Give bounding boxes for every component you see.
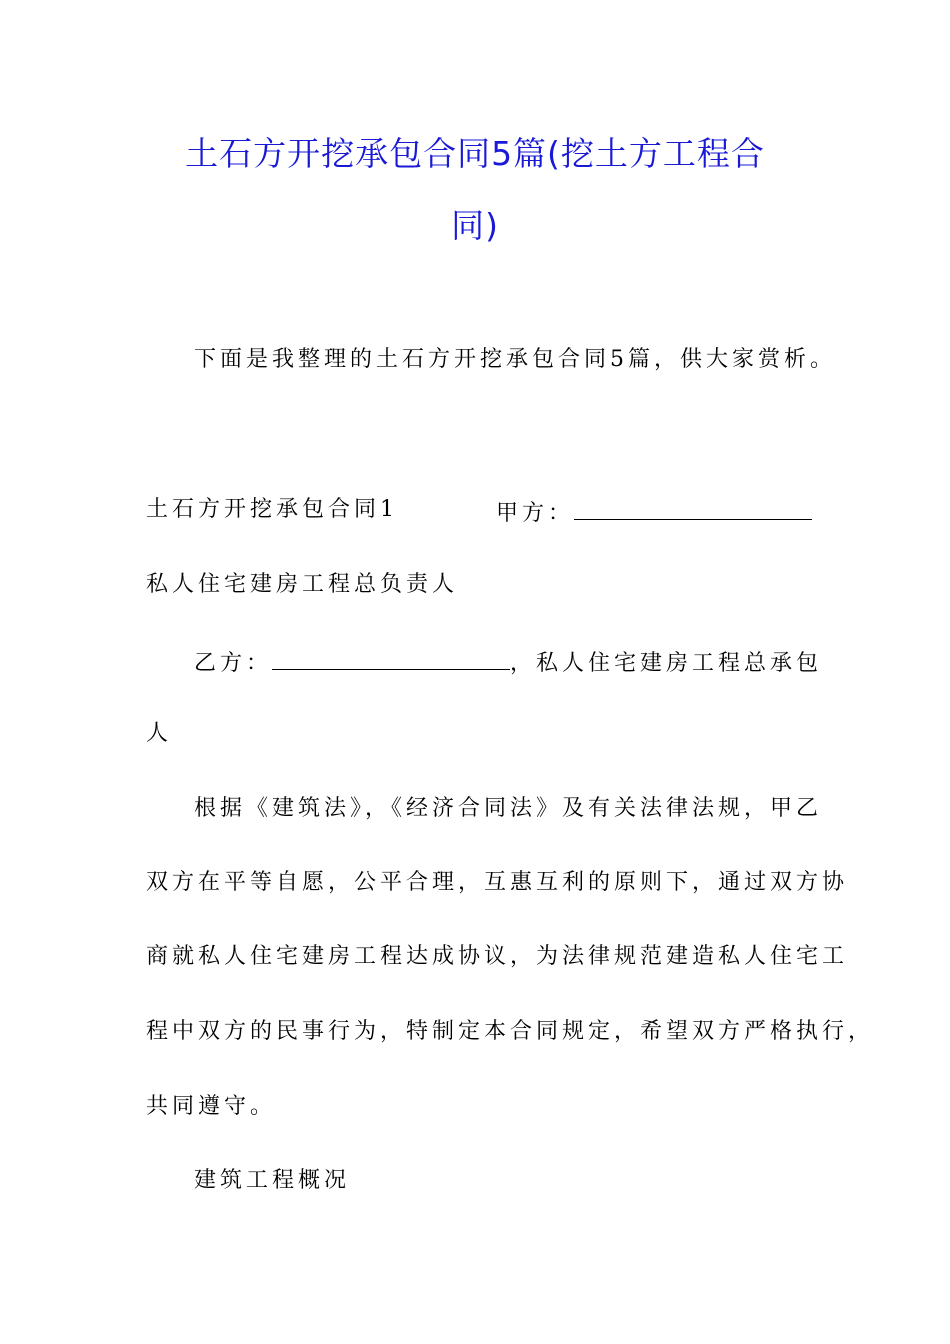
paragraph-1-line-3: 商就私人住宅建房工程达成协议，为法律规范建造私人住宅工: [146, 944, 849, 969]
party-a-role: 私人住宅建房工程总负责人: [146, 572, 459, 597]
paragraph-1-line-1: 根据《建筑法》，《经济合同法》及有关法律法规，甲乙: [194, 796, 823, 821]
party-a-line: [496, 495, 812, 529]
subheading-project-overview: 建筑工程概况: [194, 1168, 351, 1193]
party-a-blank: [574, 495, 812, 520]
document-title-line-1: 土石方开挖承包合同5篇(挖土方工程合: [185, 134, 765, 173]
section-1-heading: 土石方开挖承包合同1: [146, 497, 398, 522]
paragraph-1-line-2: 双方在平等自愿，公平合理，互惠互利的原则下，通过双方协: [146, 870, 849, 895]
intro-paragraph: 下面是我整理的土石方开挖承包合同5篇，供大家赏析。: [194, 347, 836, 372]
party-b-line: [194, 645, 822, 679]
party-b-blank: [272, 645, 510, 670]
party-b-label: 乙方：: [194, 651, 273, 676]
paragraph-1-line-4: 程中双方的民事行为，特制定本合同规定，希望双方严格执行，: [146, 1019, 875, 1044]
paragraph-1-line-5: 共同遵守。: [146, 1094, 277, 1119]
party-b-role-part-2: 人: [146, 721, 173, 746]
party-a-label: 甲方：: [496, 501, 575, 526]
party-b-role-part-1: ，私人住宅建房工程总承包: [510, 651, 823, 676]
document-title-line-2: 同): [451, 206, 499, 245]
